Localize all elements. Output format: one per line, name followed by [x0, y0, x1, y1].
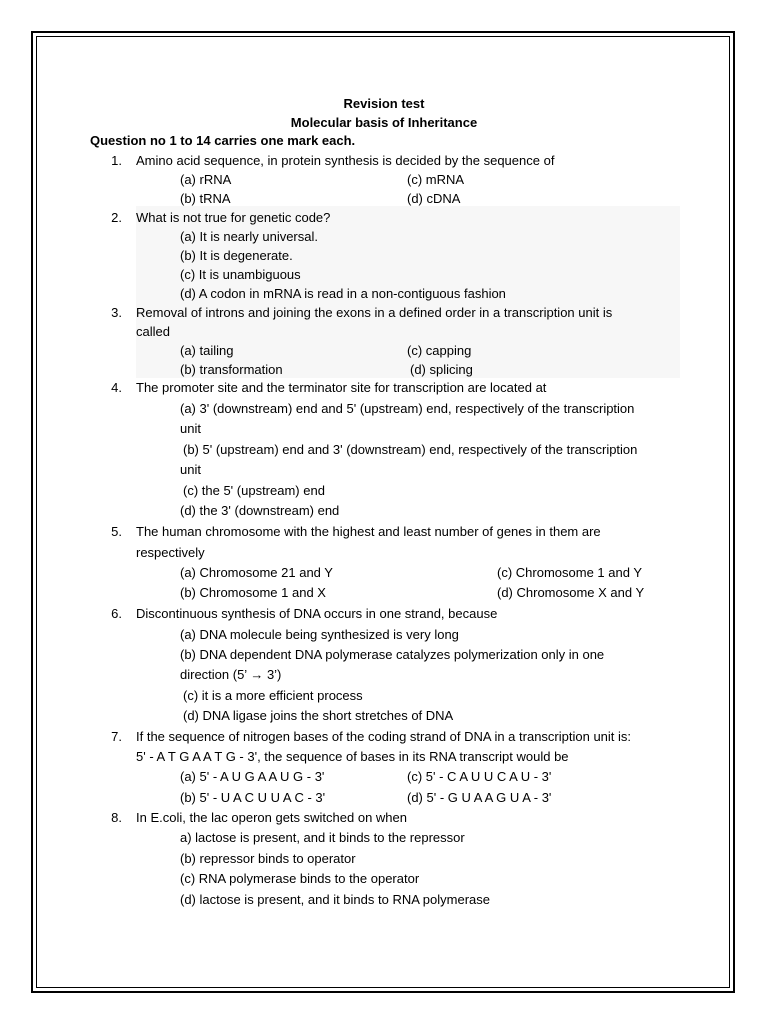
option: unit	[180, 421, 201, 436]
question-text: The promoter site and the terminator site for transcription are located at	[136, 380, 547, 395]
option: (c) capping	[407, 343, 472, 358]
option: (c) the 5' (upstream) end	[183, 483, 325, 498]
option: (d) A codon in mRNA is read in a non-contiguous fashion	[180, 286, 506, 301]
option: (a) It is nearly universal.	[180, 229, 318, 244]
question-text: In E.coli, the lac operon gets switched on when	[136, 810, 407, 825]
question-text: Amino acid sequence, in protein synthesis is decided by the sequence of	[136, 153, 555, 168]
option: (c) RNA polymerase binds to the operator	[180, 871, 420, 886]
option: (b) Chromosome 1 and X	[180, 585, 326, 600]
option: (d) the 3' (downstream) end	[180, 503, 340, 518]
question-number: 6.	[111, 606, 122, 621]
option: (d) 5' - G U A A G U A - 3'	[407, 790, 552, 805]
question-text: Removal of introns and joining the exons in a defined order in a transcription unit is	[136, 305, 613, 320]
question-number: 3.	[111, 305, 122, 320]
option: (b) repressor binds to operator	[180, 851, 356, 866]
question-text: If the sequence of nitrogen bases of the coding strand of DNA in a transcription unit is:	[136, 729, 632, 744]
page-subtitle: Molecular basis of Inheritance	[290, 115, 478, 130]
option: (a) 5' - A U G A A U G - 3'	[180, 769, 325, 784]
question-number: 1.	[111, 153, 122, 168]
question-number: 5.	[111, 524, 122, 539]
option: (c) Chromosome 1 and Y	[497, 565, 642, 580]
question-number: 8.	[111, 810, 122, 825]
page-title: Revision test	[343, 96, 425, 111]
option: (d) lactose is present, and it binds to RNA polymerase	[180, 892, 490, 907]
question-number: 4.	[111, 380, 122, 395]
option: (c) it is a more efficient process	[183, 688, 363, 703]
option: unit	[180, 462, 201, 477]
option: a) lactose is present, and it binds to the repressor	[180, 830, 465, 845]
question-text: The human chromosome with the highest and least number of genes in them are	[136, 524, 601, 539]
question-text: called	[136, 324, 170, 339]
option: (a) rRNA	[180, 172, 232, 187]
option: (c) It is unambiguous	[180, 267, 301, 282]
option: direction (5’ → 3’)	[180, 667, 282, 682]
question-text: Discontinuous synthesis of DNA occurs in one strand, because	[136, 606, 498, 621]
question-text: 5' - A T G A A T G - 3', the sequence of bases in its RNA transcript would be	[136, 749, 569, 764]
option: (a) DNA molecule being synthesized is very long	[180, 627, 459, 642]
option: (d) DNA ligase joins the short stretches of DNA	[183, 708, 454, 723]
option: (d) splicing	[410, 362, 473, 377]
option: (a) Chromosome 21 and Y	[180, 565, 333, 580]
option: (b) DNA dependent DNA polymerase catalyzes polymerization only in one	[180, 647, 605, 662]
option: (b) It is degenerate.	[180, 248, 293, 263]
question-text: respectively	[136, 545, 205, 560]
option: (b) transformation	[180, 362, 283, 377]
option: (b) tRNA	[180, 191, 231, 206]
option: (a) 3' (downstream) end and 5' (upstream) end, respectively of the transcription	[180, 401, 635, 416]
option: (d) Chromosome X and Y	[497, 585, 645, 600]
option: (d) cDNA	[407, 191, 461, 206]
option: (c) 5' - C A U U C A U - 3'	[407, 769, 552, 784]
question-number: 2.	[111, 210, 122, 225]
option: (c) mRNA	[407, 172, 465, 187]
question-text: What is not true for genetic code?	[136, 210, 331, 225]
instruction: Question no 1 to 14 carries one mark each.	[90, 133, 356, 148]
option: (a) tailing	[180, 343, 234, 358]
option: (b) 5' - U A C U U A C - 3'	[180, 790, 326, 805]
question-number: 7.	[111, 729, 122, 744]
option: (b) 5' (upstream) end and 3' (downstream) end, respectively of the transcription	[183, 442, 638, 457]
